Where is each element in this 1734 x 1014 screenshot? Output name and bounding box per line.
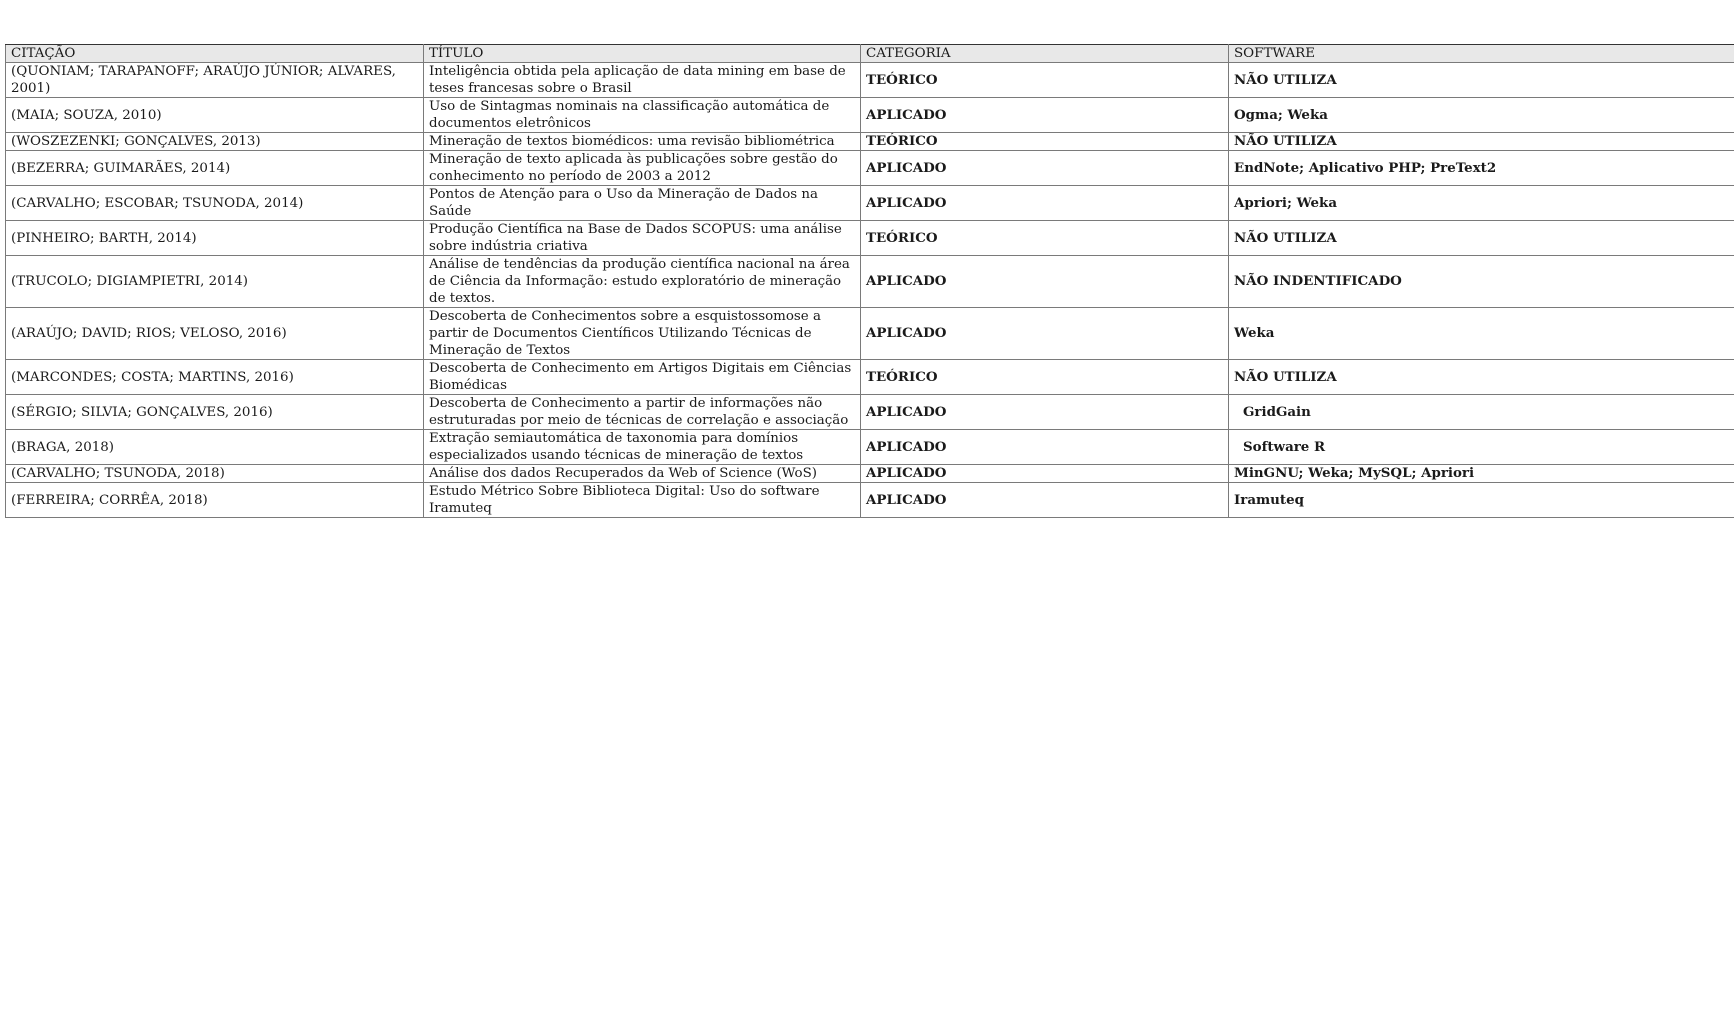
cell-software: NÃO INDENTIFICADO [1229, 256, 1734, 308]
table-row [6, 430, 1734, 465]
cell-titulo: Uso de Sintagmas nominais na classificação automática de documentos eletrônicos [424, 98, 861, 133]
cell-categoria: APLICADO [861, 98, 1229, 133]
cell-titulo: Análise dos dados Recuperados da Web of Science (WoS) [424, 465, 861, 483]
cell-software: Apriori; Weka [1229, 186, 1734, 221]
table-row [6, 465, 1734, 483]
table-row [6, 151, 1734, 186]
cell-software: Weka [1229, 308, 1734, 360]
header-categoria: CATEGORIA [861, 45, 1229, 63]
cell-titulo: Estudo Métrico Sobre Biblioteca Digital: Uso do software Iramuteq [424, 483, 861, 518]
cell-software: EndNote; Aplicativo PHP; PreText2 [1229, 151, 1734, 186]
table-row [6, 395, 1734, 430]
header-software: SOFTWARE [1229, 45, 1734, 63]
cell-software: NÃO UTILIZA [1229, 133, 1734, 151]
cell-titulo: Mineração de textos biomédicos: uma revisão bibliométrica [424, 133, 861, 151]
cell-categoria: TEÓRICO [861, 133, 1229, 151]
cell-titulo: Análise de tendências da produção científica nacional na área de Ciência da Informação: estudo exploratório de mineração de textos. [424, 256, 861, 308]
cell-citacao: (TRUCOLO; DIGIAMPIETRI, 2014) [6, 256, 424, 308]
table-row [6, 186, 1734, 221]
cell-software: Iramuteq [1229, 483, 1734, 518]
table-row [6, 221, 1734, 256]
cell-citacao: (CARVALHO; ESCOBAR; TSUNODA, 2014) [6, 186, 424, 221]
cell-categoria: TEÓRICO [861, 221, 1229, 256]
cell-titulo: Descoberta de Conhecimentos sobre a esquistossomose a partir de Documentos Científicos Utilizando Técnicas de Mineração de Textos [424, 308, 861, 360]
cell-titulo: Produção Científica na Base de Dados SCOPUS: uma análise sobre indústria criativa [424, 221, 861, 256]
table-header [6, 45, 1734, 63]
cell-software: NÃO UTILIZA [1229, 221, 1734, 256]
header-citacao: CITAÇÃO [6, 45, 424, 63]
cell-citacao: (FERREIRA; CORRÊA, 2018) [6, 483, 424, 518]
cell-categoria: TEÓRICO [861, 360, 1229, 395]
cell-categoria: APLICADO [861, 308, 1229, 360]
cell-titulo: Inteligência obtida pela aplicação de data mining em base de teses francesas sobre o Brasil [424, 63, 861, 98]
cell-software: NÃO UTILIZA [1229, 63, 1734, 98]
cell-categoria: APLICADO [861, 430, 1229, 465]
cell-citacao: (QUONIAM; TARAPANOFF; ARAÚJO JÚNIOR; ALVARES, 2001) [6, 63, 424, 98]
table-row [6, 256, 1734, 308]
table-row [6, 98, 1734, 133]
cell-citacao: (BRAGA, 2018) [6, 430, 424, 465]
cell-titulo: Descoberta de Conhecimento em Artigos Digitais em Ciências Biomédicas [424, 360, 861, 395]
cell-software: NÃO UTILIZA [1229, 360, 1734, 395]
cell-software: GridGain [1229, 395, 1734, 430]
cell-categoria: APLICADO [861, 483, 1229, 518]
cell-citacao: (MARCONDES; COSTA; MARTINS, 2016) [6, 360, 424, 395]
cell-titulo: Extração semiautomática de taxonomia para domínios especializados usando técnicas de mineração de textos [424, 430, 861, 465]
citation-table [5, 44, 1734, 518]
cell-citacao: (CARVALHO; TSUNODA, 2018) [6, 465, 424, 483]
cell-categoria: APLICADO [861, 395, 1229, 430]
header-row [6, 45, 1734, 63]
cell-citacao: (ARAÚJO; DAVID; RIOS; VELOSO, 2016) [6, 308, 424, 360]
cell-titulo: Descoberta de Conhecimento a partir de informações não estruturadas por meio de técnicas de correlação e associação [424, 395, 861, 430]
cell-categoria: APLICADO [861, 465, 1229, 483]
cell-titulo: Mineração de texto aplicada às publicações sobre gestão do conhecimento no período de 2003 a 2012 [424, 151, 861, 186]
table-body [6, 63, 1734, 518]
cell-citacao: (SÉRGIO; SILVIA; GONÇALVES, 2016) [6, 395, 424, 430]
cell-citacao: (WOSZEZENKI; GONÇALVES, 2013) [6, 133, 424, 151]
cell-categoria: APLICADO [861, 256, 1229, 308]
header-titulo: TÍTULO [424, 45, 861, 63]
cell-categoria: TEÓRICO [861, 63, 1229, 98]
cell-citacao: (MAIA; SOUZA, 2010) [6, 98, 424, 133]
cell-software: MinGNU; Weka; MySQL; Apriori [1229, 465, 1734, 483]
cell-citacao: (PINHEIRO; BARTH, 2014) [6, 221, 424, 256]
table-row [6, 360, 1734, 395]
cell-citacao: (BEZERRA; GUIMARÃES, 2014) [6, 151, 424, 186]
cell-software: Ogma; Weka [1229, 98, 1734, 133]
table-row [6, 133, 1734, 151]
table-row [6, 63, 1734, 98]
cell-titulo: Pontos de Atenção para o Uso da Mineração de Dados na Saúde [424, 186, 861, 221]
table-row [6, 483, 1734, 518]
table-row [6, 308, 1734, 360]
cell-categoria: APLICADO [861, 151, 1229, 186]
cell-software: Software R [1229, 430, 1734, 465]
cell-categoria: APLICADO [861, 186, 1229, 221]
